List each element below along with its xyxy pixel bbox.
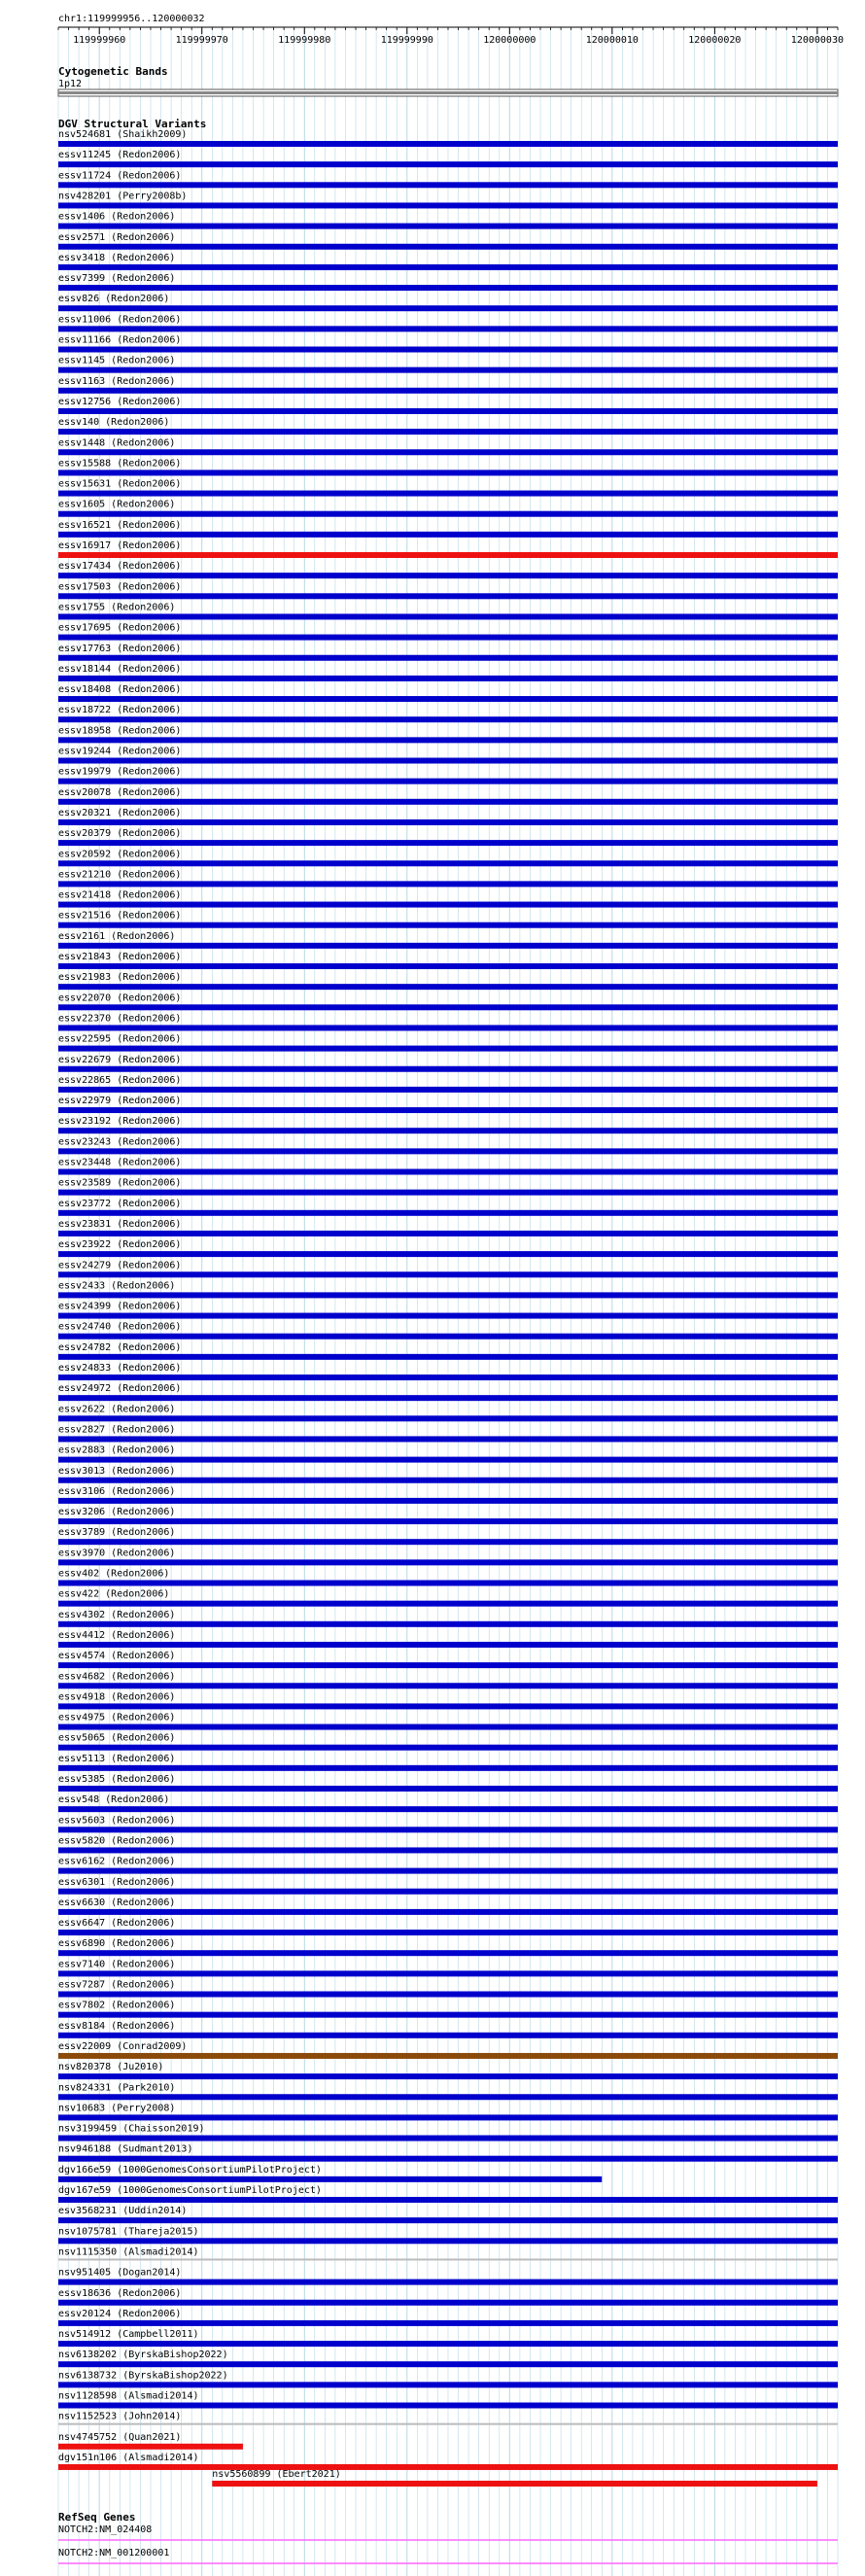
dgv-feature-label: nsv1152523 (John2014) [58,2411,182,2422]
dgv-feature-bar[interactable] [58,2280,838,2285]
dgv-feature-label: essv11245 (Redon2006) [58,150,182,161]
dgv-feature-bar[interactable] [58,1025,838,1030]
dgv-feature-bar[interactable] [58,2217,838,2223]
dgv-feature-bar[interactable] [58,2094,838,2100]
ruler-tick-label: 120000030 [790,35,844,46]
dgv-feature-bar[interactable] [58,2300,838,2306]
dgv-feature-label: essv3106 (Redon2006) [58,1485,176,1497]
dgv-feature-label: essv11724 (Redon2006) [58,170,182,182]
dgv-feature-label: essv11006 (Redon2006) [58,314,182,326]
dgv-feature-bar[interactable] [58,532,838,538]
dgv-feature-bar[interactable] [58,285,838,291]
dgv-feature-bar[interactable] [58,1724,838,1730]
dgv-feature-label: essv24972 (Redon2006) [58,1383,182,1395]
dgv-feature-label: essv548 (Redon2006) [58,1794,170,1806]
dgv-feature-bar[interactable] [58,860,838,866]
dgv-feature-label: essv5065 (Redon2006) [58,1732,176,1744]
ruler-tick-label: 119999960 [73,35,126,46]
dgv-feature-bar[interactable] [58,161,838,167]
dgv-feature-bar[interactable] [58,1087,838,1093]
dgv-feature-bar[interactable] [58,902,838,908]
dgv-feature-label: nsv428201 (Perry2008b) [58,191,188,202]
dgv-feature-label: essv23243 (Redon2006) [58,1136,182,1148]
dgv-feature-label: essv16917 (Redon2006) [58,540,182,551]
dgv-feature-label: essv23772 (Redon2006) [58,1198,182,1209]
dgv-feature-bar[interactable] [58,388,838,394]
dgv-feature-bar[interactable] [58,202,838,208]
dgv-feature-bar[interactable] [58,922,838,928]
dgv-feature-bar[interactable] [58,2258,838,2260]
dgv-feature-bar[interactable] [58,840,838,846]
dgv-feature-bar[interactable] [58,1806,838,1812]
dgv-feature-bar[interactable] [58,244,838,250]
dgv-feature-label: essv1406 (Redon2006) [58,211,176,223]
dgv-feature-bar[interactable] [58,573,838,578]
dgv-feature-bar[interactable] [58,182,838,188]
dgv-feature-bar[interactable] [58,1621,838,1627]
dgv-feature-bar[interactable] [58,326,838,331]
dgv-feature-label: essv21418 (Redon2006) [58,889,182,901]
dgv-feature-bar[interactable] [58,1786,838,1792]
dgv-feature-label: essv2161 (Redon2006) [58,930,176,942]
dgv-feature-bar[interactable] [58,1107,838,1113]
dgv-feature-bar[interactable] [58,779,838,784]
refseq-gene-label: NOTCH2:NM_024408 [58,2524,153,2535]
dgv-feature-label: essv5820 (Redon2006) [58,1835,176,1847]
dgv-feature-bar[interactable] [58,1601,838,1607]
dgv-feature-label: nsv951405 (Dogan2014) [58,2267,182,2279]
dgv-feature-label: essv20379 (Redon2006) [58,828,182,840]
dgv-feature-bar[interactable] [58,1128,838,1133]
dgv-feature-label: dgv166e59 (1000GenomesConsortiumPilotProject) [58,2164,322,2176]
dgv-feature-bar[interactable] [58,676,838,681]
dgv-feature-label: essv19979 (Redon2006) [58,766,182,778]
dgv-feature-bar[interactable] [58,1950,838,1956]
dgv-feature-label: essv21210 (Redon2006) [58,869,182,881]
dgv-feature-label: essv18722 (Redon2006) [58,705,182,716]
dgv-feature-bar[interactable] [58,1271,838,1277]
dgv-feature-label: essv1145 (Redon2006) [58,355,176,366]
dgv-feature-bar[interactable] [58,1457,838,1463]
dgv-feature-bar[interactable] [58,943,838,949]
dgv-feature-bar[interactable] [58,2136,838,2141]
dgv-feature-bar[interactable] [58,2464,838,2470]
dgv-feature-label: essv3206 (Redon2006) [58,1507,176,1518]
dgv-feature-bar[interactable] [58,1478,838,1483]
dgv-feature-label: essv17763 (Redon2006) [58,643,182,654]
dgv-feature-bar[interactable] [58,1251,838,1257]
dgv-feature-label: essv23589 (Redon2006) [58,1177,182,1189]
dgv-feature-bar[interactable] [58,2423,838,2425]
dgv-feature-bar[interactable] [58,1066,838,1072]
dgv-feature-label: essv7140 (Redon2006) [58,1959,176,1970]
dgv-feature-bar[interactable] [58,2176,602,2182]
dgv-feature-label: essv4302 (Redon2006) [58,1609,176,1620]
ruler-tick-label: 120000010 [585,35,639,46]
dgv-feature-label: essv826 (Redon2006) [58,294,170,305]
dgv-feature-bar[interactable] [58,141,838,147]
dgv-feature-label: essv22009 (Conrad2009) [58,2040,188,2052]
dgv-feature-bar[interactable] [58,1703,838,1709]
dgv-feature-bar[interactable] [58,2156,838,2162]
dgv-feature-label: essv15588 (Redon2006) [58,458,182,470]
dgv-feature-bar[interactable] [58,1827,838,1832]
dgv-feature-bar[interactable] [58,1415,838,1421]
ruler-ticks [58,27,844,46]
dgv-feature-label: essv24782 (Redon2006) [58,1341,182,1353]
dgv-feature-bar[interactable] [58,2197,838,2203]
dgv-feature-label: essv7802 (Redon2006) [58,2000,176,2011]
dgv-feature-bar[interactable] [58,1436,838,1442]
dgv-feature-bar[interactable] [58,1765,838,1771]
dgv-feature-label: essv2571 (Redon2006) [58,231,176,243]
dgv-feature-label: essv5385 (Redon2006) [58,1774,176,1785]
dgv-feature-bar[interactable] [58,2361,838,2367]
dgv-feature-bar[interactable] [58,491,838,497]
dgv-feature-label: nsv946188 (Sudmant2013) [58,2143,193,2155]
dgv-feature-label: essv11166 (Redon2006) [58,334,182,346]
refseq-track-title: RefSeq Genes [58,2511,136,2524]
dgv-feature-label: essv140 (Redon2006) [58,417,170,429]
dgv-feature-bar[interactable] [58,984,838,990]
dgv-feature-label: essv4918 (Redon2006) [58,1691,176,1703]
dgv-feature-label: essv22979 (Redon2006) [58,1096,182,1107]
dgv-feature-bar[interactable] [58,2033,838,2038]
dgv-feature-bar[interactable] [58,696,838,702]
dgv-feature-bar[interactable] [58,758,838,764]
dgv-feature-bar[interactable] [58,470,838,475]
dgv-feature-label: essv23831 (Redon2006) [58,1218,182,1230]
dgv-feature-label: essv422 (Redon2006) [58,1588,170,1600]
dgv-feature-bar[interactable] [58,2341,838,2347]
dgv-feature-label: essv24399 (Redon2006) [58,1301,182,1312]
dgv-feature-bar[interactable] [58,1190,838,1196]
dgv-feature-bar[interactable] [58,2320,838,2326]
dgv-feature-bar[interactable] [58,1683,838,1688]
dgv-feature-label: essv18144 (Redon2006) [58,663,182,675]
dgv-feature-bar[interactable] [58,367,838,373]
dgv-feature-bar[interactable] [58,1745,838,1751]
ruler-tick-label: 119999990 [380,35,433,46]
dgv-feature-label: essv1448 (Redon2006) [58,437,176,449]
dgv-feature-bar[interactable] [58,1539,838,1545]
dgv-feature-label: esv3568231 (Uddin2014) [58,2206,188,2217]
dgv-feature-bar[interactable] [58,2444,243,2450]
dgv-feature-label: dgv167e59 (1000GenomesConsortiumPilotProject) [58,2185,322,2196]
dgv-feature-label: nsv514912 (Campbell2011) [58,2329,199,2341]
dgv-feature-bar[interactable] [58,1169,838,1175]
ruler-tick-label: 119999970 [175,35,228,46]
dgv-feature-label: essv6162 (Redon2006) [58,1856,176,1867]
dgv-feature-label: essv23448 (Redon2006) [58,1157,182,1168]
dgv-feature-bar[interactable] [58,1046,838,1052]
dgv-feature-label: essv1755 (Redon2006) [58,602,176,613]
dgv-feature-bar[interactable] [58,716,838,722]
dgv-feature-bar[interactable] [58,2012,838,2018]
dgv-feature-label: essv6630 (Redon2006) [58,1897,176,1908]
dgv-feature-label: essv4412 (Redon2006) [58,1629,176,1641]
dgv-feature-label: essv6890 (Redon2006) [58,1938,176,1950]
dgv-feature-bar[interactable] [58,1354,838,1360]
dgv-feature-bar[interactable] [58,819,838,825]
dgv-feature-label: nsv3199459 (Chaisson2019) [58,2123,205,2135]
dgv-feature-label: essv1605 (Redon2006) [58,499,176,510]
dgv-feature-label: essv20078 (Redon2006) [58,786,182,798]
ruler-tick-label: 120000020 [688,35,742,46]
dgv-feature-label: essv3789 (Redon2006) [58,1527,176,1539]
dgv-feature-bar[interactable] [58,1847,838,1853]
dgv-feature-label: essv3970 (Redon2006) [58,1548,176,1559]
dgv-feature-label: essv22865 (Redon2006) [58,1074,182,1086]
dgv-feature-bar[interactable] [58,1313,838,1319]
dgv-feature-label: essv22370 (Redon2006) [58,1013,182,1025]
cytoband-label: 1p12 [58,79,83,89]
dgv-feature-label: essv3418 (Redon2006) [58,252,176,263]
dgv-feature-label: essv17695 (Redon2006) [58,622,182,634]
dgv-feature-bar[interactable] [58,408,838,414]
dgv-feature-bar[interactable] [58,1930,838,1935]
dgv-feature-label: nsv10683 (Perry2008) [58,2103,176,2114]
dgv-feature-label: essv4574 (Redon2006) [58,1651,176,1662]
dgv-feature-label: essv17503 (Redon2006) [58,581,182,593]
dgv-feature-label: essv20124 (Redon2006) [58,2308,182,2319]
dgv-feature-label: essv12756 (Redon2006) [58,396,182,407]
dgv-feature-label: essv20592 (Redon2006) [58,849,182,860]
dgv-feature-bar[interactable] [58,799,838,805]
dgv-feature-bar[interactable] [58,1292,838,1298]
dgv-feature-bar[interactable] [58,1868,838,1874]
dgv-feature-label: essv1163 (Redon2006) [58,375,176,387]
dgv-feature-bar[interactable] [58,2073,838,2079]
dgv-feature-bar[interactable] [58,881,838,887]
dgv-feature-bar[interactable] [58,635,838,641]
dgv-feature-bar[interactable] [58,1004,838,1010]
dgv-feature-bar[interactable] [58,2114,838,2120]
dgv-feature-bar[interactable] [58,1148,838,1154]
dgv-feature-label: nsv6138202 (ByrskaBishop2022) [58,2350,228,2361]
dgv-feature-label: essv6301 (Redon2006) [58,1876,176,1888]
dgv-feature-label: dgv151n106 (Alsmadi2014) [58,2452,199,2463]
dgv-feature-bar[interactable] [212,2481,817,2487]
dgv-feature-bar[interactable] [58,224,838,229]
cytoband-fill [58,91,838,94]
dgv-feature-label: essv24279 (Redon2006) [58,1260,182,1271]
refseq-gene-label: NOTCH2:NM_001200001 [58,2548,170,2559]
dgv-feature-label: essv21983 (Redon2006) [58,972,182,984]
dgv-feature-label: essv18958 (Redon2006) [58,725,182,737]
dgv-feature-label: essv18408 (Redon2006) [58,684,182,696]
ruler-tick-label: 120000000 [483,35,536,46]
location-label: chr1:119999956..120000032 [58,14,205,24]
dgv-feature-label: nsv1075781 (Thareja2015) [58,2226,199,2238]
dgv-feature-label: nsv1128598 (Alsmadi2014) [58,2390,199,2402]
dgv-feature-label: essv23192 (Redon2006) [58,1116,182,1128]
dgv-feature-bar[interactable] [58,593,838,599]
dgv-feature-label: essv24833 (Redon2006) [58,1363,182,1374]
dgv-feature-label: essv20321 (Redon2006) [58,807,182,818]
dgv-feature-bar[interactable] [58,1909,838,1915]
dgv-feature-bar[interactable] [58,963,838,969]
dgv-feature-bar[interactable] [58,1662,838,1668]
dgv-feature-label: essv22070 (Redon2006) [58,992,182,1004]
ruler-tick-label: 119999980 [278,35,331,46]
dgv-feature-bar[interactable] [58,2238,838,2244]
dgv-feature-label: essv22595 (Redon2006) [58,1033,182,1045]
dgv-feature-bar[interactable] [58,1231,838,1236]
dgv-feature-label: essv16521 (Redon2006) [58,519,182,531]
dgv-feature-label: essv17434 (Redon2006) [58,561,182,573]
dgv-feature-bar[interactable] [58,1581,838,1586]
dgv-feature-bar[interactable] [58,2382,838,2387]
dgv-feature-label: essv7399 (Redon2006) [58,273,176,285]
dgv-feature-label: essv2622 (Redon2006) [58,1404,176,1415]
dgv-feature-label: nsv6138732 (ByrskaBishop2022) [58,2370,228,2382]
dgv-feature-bar[interactable] [58,1889,838,1895]
dgv-track-title: DGV Structural Variants [58,118,207,130]
dgv-feature-label: essv4975 (Redon2006) [58,1712,176,1723]
dgv-feature-label: essv15631 (Redon2006) [58,478,182,490]
dgv-feature-bar[interactable] [58,1992,838,1998]
dgv-feature-label: nsv824331 (Park2010) [58,2082,176,2094]
dgv-feature-label: essv3013 (Redon2006) [58,1465,176,1477]
dgv-feature-bar[interactable] [58,511,838,517]
dgv-feature-bar[interactable] [58,1498,838,1504]
dgv-feature-label: essv8184 (Redon2006) [58,2020,176,2032]
dgv-feature-label: essv21843 (Redon2006) [58,952,182,962]
dgv-feature-bar[interactable] [58,305,838,311]
dgv-feature-bar[interactable] [58,655,838,661]
dgv-feature-label: nsv4745752 (Quan2021) [58,2431,182,2443]
dgv-feature-label: essv22679 (Redon2006) [58,1054,182,1065]
dgv-feature-bar[interactable] [58,1559,838,1565]
dgv-feature-bar[interactable] [58,1642,838,1648]
dgv-feature-label: essv7287 (Redon2006) [58,1979,176,1991]
dgv-feature-bar[interactable] [58,737,838,743]
dgv-feature-label: essv2827 (Redon2006) [58,1424,176,1436]
dgv-feature-bar[interactable] [58,1375,838,1380]
dgv-feature-label: essv19244 (Redon2006) [58,746,182,757]
dgv-feature-bar[interactable] [58,1970,838,1976]
dgv-feature-label: essv21516 (Redon2006) [58,910,182,922]
dgv-feature-label: nsv1115350 (Alsmadi2014) [58,2246,199,2258]
dgv-feature-bar[interactable] [58,429,838,435]
dgv-feature-bar[interactable] [58,613,838,619]
dgv-feature-bar[interactable] [58,1395,838,1401]
dgv-feature-bar[interactable] [58,2053,838,2059]
cytoband-track-title: Cytogenetic Bands [58,65,168,78]
dgv-feature-label: essv5113 (Redon2006) [58,1753,176,1764]
dgv-feature-label: essv24740 (Redon2006) [58,1321,182,1333]
dgv-feature-label: essv6647 (Redon2006) [58,1918,176,1930]
dgv-feature-bar[interactable] [58,552,838,558]
dgv-feature-label: nsv524681 (Shaikh2009) [58,129,188,140]
dgv-feature-label: essv5603 (Redon2006) [58,1815,176,1827]
dgv-feature-bar[interactable] [58,1518,838,1524]
dgv-feature-label: nsv5560899 (Ebert2021) [212,2468,341,2480]
dgv-feature-bar[interactable] [58,1210,838,1216]
dgv-feature-label: essv402 (Redon2006) [58,1568,170,1580]
dgv-feature-label: essv18636 (Redon2006) [58,2287,182,2299]
dgv-feature-bar[interactable] [58,347,838,353]
dgv-feature-label: essv23922 (Redon2006) [58,1239,182,1251]
dgv-feature-bar[interactable] [58,264,838,270]
dgv-feature-label: essv2433 (Redon2006) [58,1280,176,1292]
dgv-feature-bar[interactable] [58,449,838,455]
dgv-feature-label: nsv820378 (Ju2010) [58,2062,164,2073]
dgv-feature-bar[interactable] [58,2403,838,2409]
dgv-feature-bar[interactable] [58,1334,838,1340]
dgv-feature-label: essv2883 (Redon2006) [58,1445,176,1456]
dgv-feature-label: essv4682 (Redon2006) [58,1671,176,1683]
